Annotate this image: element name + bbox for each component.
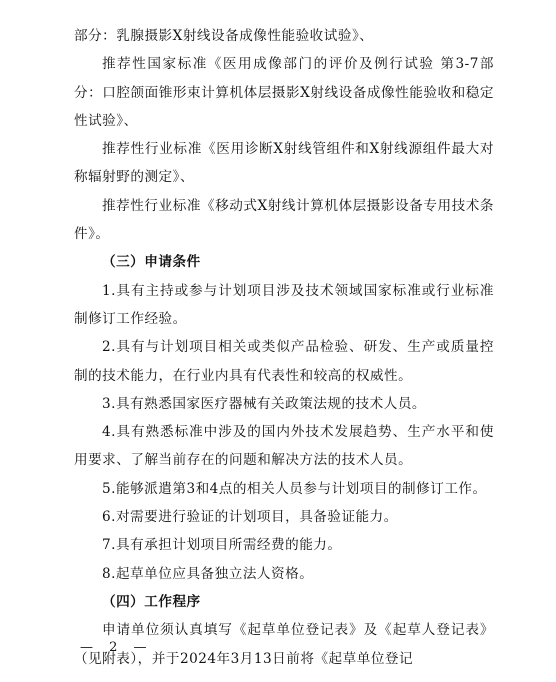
paragraph-industry-standard-1: 推荐性行业标准《医用诊断X射线管组件和X射线源组件最大对称辐射野的测定》、 [74, 141, 494, 186]
document-body [74, 22, 494, 673]
paragraph-procedure: 申请单位须认真填写《起草单位登记表》及《起草人登记表》（见附表），并于2024年3月13日前将《起草单位登记 [74, 622, 494, 667]
section-heading-application-conditions: （三）申请条件 [102, 254, 201, 271]
paragraph-industry-standard-2: 推荐性行业标准《移动式X射线计算机体层摄影设备专用技术条件》。 [74, 197, 494, 243]
condition-item-2: 2.具有与计划项目相关或类似产品检验、研发、生产或质量控制的技术能力，在行业内具有代表性和较高的权威性。 [74, 339, 494, 384]
page-number: — 2 — [80, 640, 153, 655]
section-heading-work-procedure: （四）工作程序 [102, 593, 201, 610]
condition-item-6: 6.对需要进行验证的计划项目，具备验证能力。 [102, 509, 398, 526]
condition-item-3: 3.具有熟悉国家医疗器械有关政策法规的技术人员。 [102, 395, 427, 412]
condition-item-8: 8.起草单位应具备独立法人资格。 [102, 565, 314, 582]
paragraph-continuation: 部分：乳腺摄影X射线设备成像性能验收试验》、 [74, 28, 374, 44]
condition-item-4: 4.具有熟悉标准中涉及的国内外技术发展趋势、生产水平和使用要求、了解当前存在的问题和解决方法的技术人员。 [74, 424, 494, 469]
paragraph-national-standard: 推荐性国家标准《医用成像部门的评价及例行试验 第3-7部分：口腔颌面锥形束计算机体层摄影X射线设备成像性能验收和稳定性试验》、 [74, 56, 494, 129]
condition-item-1: 1.具有主持或参与计划项目涉及技术领域国家标准或行业标准制修订工作经验。 [74, 282, 494, 327]
condition-item-5: 5.能够派遣第3和4点的相关人员参与计划项目的制修订工作。 [102, 480, 487, 497]
condition-item-7: 7.具有承担计划项目所需经费的能力。 [102, 537, 342, 554]
